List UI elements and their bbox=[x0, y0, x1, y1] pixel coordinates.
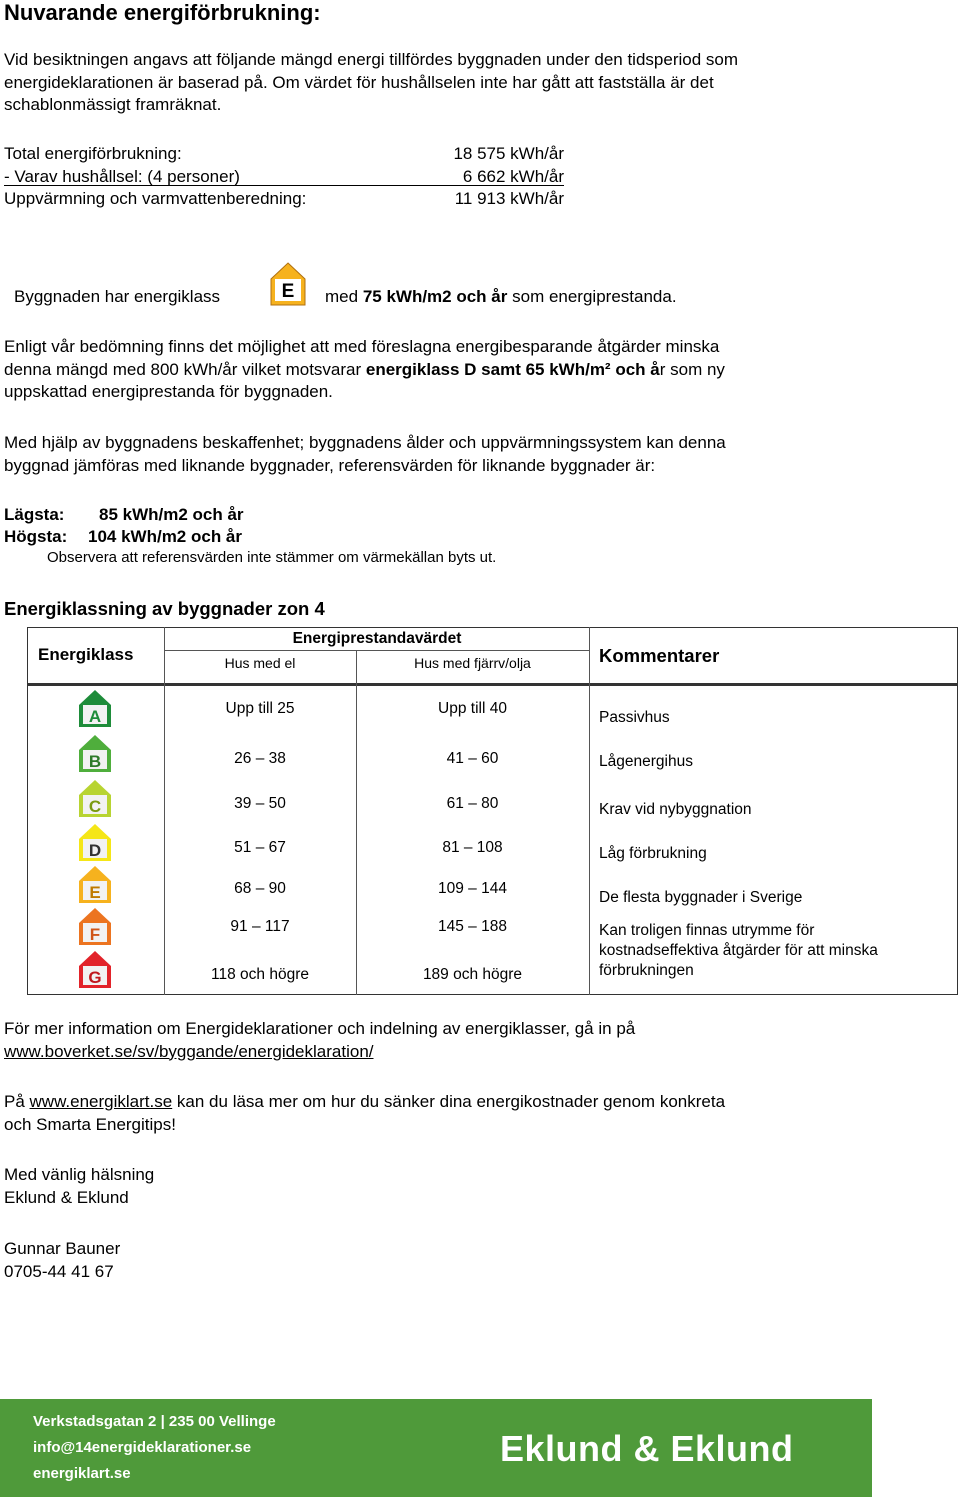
footer-brand-logo: Eklund & Eklund bbox=[500, 1428, 794, 1469]
lowest-value: 85 kWh/m2 och år bbox=[99, 505, 244, 524]
summary-values bbox=[400, 143, 564, 211]
summary-value-heating: 11 913 kWh/år bbox=[454, 189, 564, 208]
signoff bbox=[4, 1164, 154, 1209]
summary-divider bbox=[4, 185, 564, 186]
more-info-text: För mer information om Energideklarationer och indelning av energiklasser, gå in på bbox=[4, 1019, 636, 1038]
svg-text:E: E bbox=[89, 883, 101, 902]
energiklart-line2: och Smarta Energitips! bbox=[4, 1114, 176, 1134]
comment-a: Passivhus bbox=[599, 709, 670, 726]
assessment-line bbox=[4, 359, 725, 382]
energiklart-info bbox=[4, 1091, 725, 1136]
table-col-divider bbox=[589, 627, 590, 995]
class-c-fjarr: 61 – 80 bbox=[446, 795, 499, 812]
header-energiklass: Energiklass bbox=[38, 645, 134, 664]
assessment-text: denna mängd med 800 kWh/år vilket motsvarar bbox=[4, 359, 366, 379]
energy-class-badge-icon bbox=[270, 262, 306, 306]
svg-text:A: A bbox=[88, 707, 102, 726]
assessment-text: r som ny bbox=[659, 359, 725, 379]
energiklart-prefix: På bbox=[4, 1092, 30, 1111]
summary-value-household: 6 662 kWh/år bbox=[462, 166, 564, 186]
summary-value-total: 18 575 kWh/år bbox=[453, 144, 564, 163]
class-d-icon bbox=[79, 824, 111, 861]
assessment-line: uppskattad energiprestanda för byggnaden. bbox=[4, 382, 333, 401]
highest-value: 104 kWh/m2 och år bbox=[88, 527, 243, 546]
class-g-el: 118 och högre bbox=[211, 966, 309, 983]
summary-label-household: - Varav hushållsel: (4 personer) bbox=[4, 166, 240, 186]
boverket-link[interactable]: www.boverket.se/sv/byggande/energideklaration/ bbox=[4, 1041, 374, 1061]
more-info bbox=[4, 1018, 635, 1063]
contact-name: Gunnar Bauner bbox=[4, 1239, 121, 1258]
svg-text:F: F bbox=[89, 925, 101, 944]
class-b-fjarr: 41 – 60 bbox=[446, 750, 499, 767]
signoff-greeting: Med vänlig hälsning bbox=[4, 1165, 155, 1184]
class-d-el: 51 – 67 bbox=[234, 839, 286, 856]
footer-web: energiklart.se bbox=[33, 1465, 131, 1482]
reference-line: byggnad jämföras med liknande byggnader, referensvärden för liknande byggnader är: bbox=[4, 455, 656, 475]
lowest-label: Lägsta: bbox=[4, 505, 65, 524]
energy-class-text bbox=[325, 286, 677, 309]
assessment-line: Enligt vår bedömning finns det möjlighet att med föreslagna energibesparande åtgärder minska bbox=[4, 337, 720, 356]
intro-line: Vid besiktningen angavs att följande mängd energi tillfördes byggnaden under den tidsperiod som bbox=[4, 50, 739, 69]
class-e-el: 68 – 90 bbox=[234, 880, 286, 897]
class-g-fjarr: 189 och högre bbox=[422, 966, 523, 983]
contact bbox=[4, 1238, 120, 1283]
class-e-icon bbox=[79, 866, 111, 903]
energy-class-value: 75 kWh/m2 och år bbox=[362, 287, 508, 306]
class-b-icon bbox=[79, 735, 111, 772]
table-subheader-divider bbox=[164, 650, 590, 651]
highest-label: Högsta: bbox=[4, 527, 68, 546]
energy-class-badge-letter: E bbox=[281, 281, 295, 302]
comment-f-line2: kostnadseffektiva åtgärder för att minska bbox=[599, 942, 878, 959]
energy-class-mid: med bbox=[325, 287, 359, 306]
table-title: Energiklassning av byggnader zon 4 bbox=[4, 598, 325, 619]
svg-text:D: D bbox=[88, 841, 102, 860]
reference-line: Med hjälp av byggnadens beskaffenhet; byggnadens ålder och uppvärmningssystem kan denna bbox=[4, 433, 726, 452]
footer-email: info@14energideklarationer.se bbox=[33, 1439, 252, 1456]
class-f-icon bbox=[79, 908, 111, 945]
signoff-company: Eklund & Eklund bbox=[4, 1187, 129, 1207]
intro-line: schablonmässigt framräknat. bbox=[4, 95, 222, 114]
table-header-divider bbox=[27, 683, 958, 686]
reference-intro bbox=[4, 432, 726, 477]
comment-f-line3: förbrukningen bbox=[599, 962, 694, 979]
header-hus-el: Hus med el bbox=[224, 655, 296, 671]
header-kommentarer: Kommentarer bbox=[599, 645, 720, 666]
class-d-fjarr: 81 – 108 bbox=[442, 839, 503, 856]
class-e-fjarr: 109 – 144 bbox=[438, 880, 507, 897]
energy-class-suffix: som energiprestanda. bbox=[512, 287, 677, 306]
class-f-fjarr: 145 – 188 bbox=[438, 918, 507, 935]
class-c-icon bbox=[79, 780, 111, 817]
class-c-el: 39 – 50 bbox=[234, 795, 286, 812]
comment-f: Kan troligen finnas utrymme för bbox=[599, 922, 815, 939]
class-a-fjarr: Upp till 40 bbox=[438, 700, 507, 717]
energiklart-text: kan du läsa mer om hur du sänker dina energikostnader genom konkreta bbox=[172, 1092, 726, 1111]
summary-labels bbox=[4, 143, 306, 211]
class-f-el: 91 – 117 bbox=[230, 918, 290, 935]
class-g-icon bbox=[79, 951, 111, 988]
comment-d: Låg förbrukning bbox=[599, 845, 707, 862]
energiklart-link[interactable]: www.energiklart.se bbox=[29, 1092, 173, 1111]
energy-class-prefix: Byggnaden har energiklass bbox=[14, 287, 221, 306]
comment-b: Lågenergihus bbox=[599, 753, 693, 770]
class-a-el: Upp till 25 bbox=[225, 700, 295, 717]
reference-note: Observera att referensvärden inte stämmer om värmekällan byts ut. bbox=[47, 549, 497, 566]
comment-e: De flesta byggnader i Sverige bbox=[599, 889, 803, 906]
assessment-bold: energiklass D samt 65 kWh/m² och å bbox=[365, 359, 660, 379]
class-b-el: 26 – 38 bbox=[234, 750, 286, 767]
comment-c: Krav vid nybyggnation bbox=[599, 801, 752, 818]
summary-label-heating: Uppvärmning och varmvattenberedning: bbox=[4, 189, 307, 208]
header-energiprestanda: Energiprestandavärdet bbox=[292, 630, 462, 647]
svg-text:G: G bbox=[88, 968, 102, 987]
class-a-icon bbox=[79, 690, 111, 727]
header-hus-fjarr: Hus med fjärrv/olja bbox=[414, 655, 531, 671]
footer-address: Verkstadsgatan 2 | 235 00 Vellinge bbox=[33, 1413, 276, 1430]
contact-phone: 0705-44 41 67 bbox=[4, 1261, 114, 1281]
summary-label-total: Total energiförbrukning: bbox=[4, 144, 182, 163]
svg-text:B: B bbox=[88, 752, 102, 771]
page-title: Nuvarande energiförbrukning: bbox=[4, 0, 321, 25]
class-badges bbox=[78, 690, 112, 990]
assessment-paragraph bbox=[4, 336, 725, 404]
intro-paragraph bbox=[4, 49, 738, 117]
intro-line: energideklarationen är baserad på. Om värdet för hushållselen inte har gått att fastställa är det bbox=[4, 72, 714, 92]
svg-text:C: C bbox=[88, 797, 102, 816]
